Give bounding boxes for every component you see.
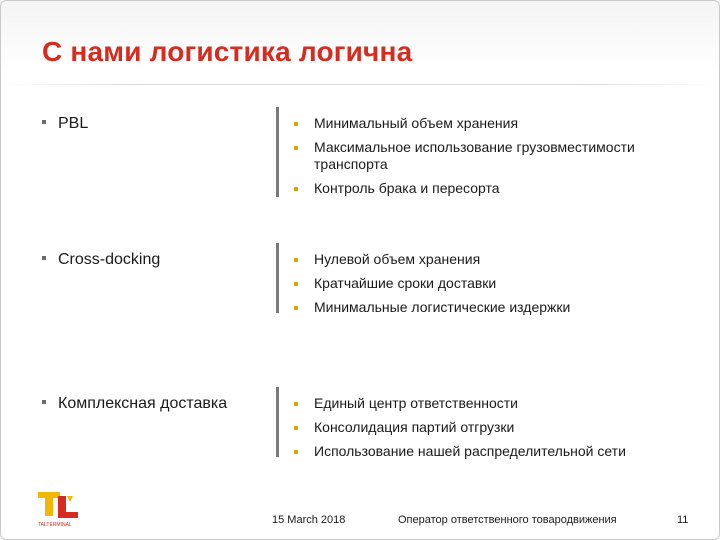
list-item bbox=[294, 115, 704, 132]
detail-list bbox=[294, 251, 704, 323]
list-item bbox=[294, 180, 704, 197]
left-item-label: PBL bbox=[58, 115, 89, 132]
square-bullet-icon bbox=[294, 282, 298, 286]
list-item-text: Минимальный объем хранения bbox=[314, 115, 519, 131]
left-item-cross-docking bbox=[42, 251, 160, 269]
square-bullet-icon bbox=[42, 120, 46, 124]
square-bullet-icon bbox=[294, 402, 298, 406]
list-item bbox=[294, 299, 704, 316]
square-bullet-icon bbox=[42, 400, 46, 404]
square-bullet-icon bbox=[294, 450, 298, 454]
square-bullet-icon bbox=[294, 426, 298, 430]
left-item-label: Cross-docking bbox=[58, 251, 161, 268]
list-item bbox=[294, 251, 704, 268]
list-item bbox=[294, 395, 704, 412]
slide-title: С нами логистика логична bbox=[42, 36, 413, 67]
vertical-divider bbox=[276, 107, 279, 197]
list-item-text: Нулевой объем хранения bbox=[314, 251, 481, 267]
square-bullet-icon bbox=[294, 306, 298, 310]
list-item bbox=[294, 139, 704, 173]
company-logo-icon bbox=[36, 488, 84, 528]
detail-list bbox=[294, 395, 704, 467]
list-item-text: Минимальные логистические издержки bbox=[314, 299, 571, 315]
logo-text: TALTERMINAL bbox=[38, 522, 72, 528]
footer-tagline: Оператор ответственного товародвижения bbox=[398, 514, 617, 526]
footer-date: 15 March 2018 bbox=[272, 514, 346, 526]
list-item-text: Единый центр ответственности bbox=[314, 395, 519, 411]
list-item-text: Консолидация партий отгрузки bbox=[314, 419, 515, 435]
list-item-text: Кратчайшие сроки доставки bbox=[314, 275, 497, 291]
vertical-divider bbox=[276, 387, 279, 457]
list-item-text: Контроль брака и пересорта bbox=[314, 180, 500, 196]
left-item-pbl bbox=[42, 115, 88, 133]
detail-list bbox=[294, 115, 704, 204]
left-item-complex-delivery bbox=[42, 395, 227, 413]
list-item bbox=[294, 275, 704, 292]
square-bullet-icon bbox=[294, 258, 298, 262]
square-bullet-icon bbox=[294, 146, 298, 150]
list-item-text: Использование нашей распределительной сети bbox=[314, 443, 626, 459]
list-item-text: Максимальное использование грузовместимости транспорта bbox=[314, 139, 635, 172]
vertical-divider bbox=[276, 243, 279, 313]
page-number: 11 bbox=[677, 514, 689, 526]
square-bullet-icon bbox=[294, 122, 298, 126]
square-bullet-icon bbox=[42, 256, 46, 260]
list-item bbox=[294, 419, 704, 436]
left-item-label: Комплексная доставка bbox=[58, 395, 228, 412]
list-item bbox=[294, 443, 704, 460]
title-divider bbox=[0, 84, 718, 85]
square-bullet-icon bbox=[294, 187, 298, 191]
